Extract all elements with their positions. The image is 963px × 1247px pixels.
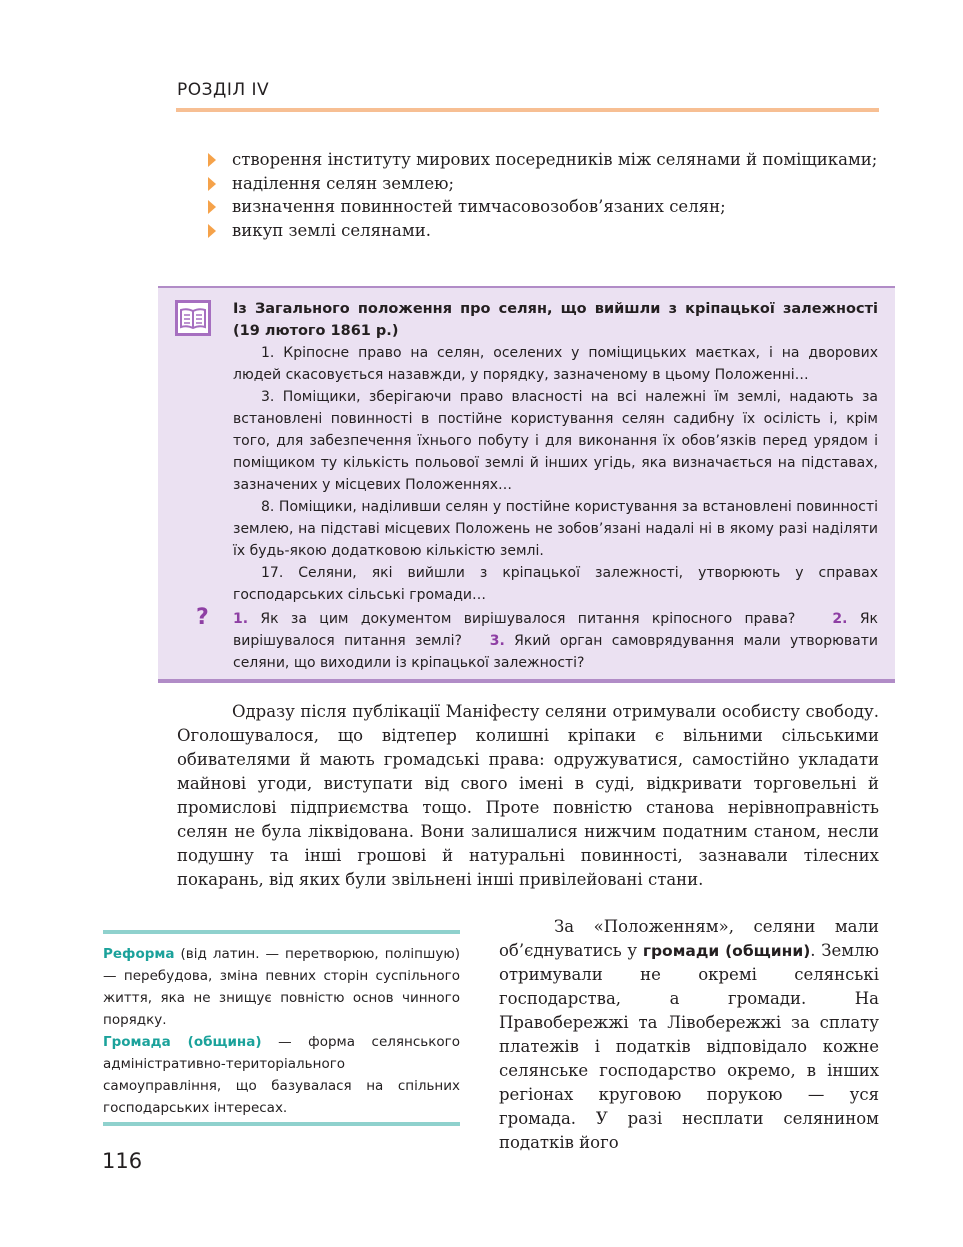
questions [233,608,878,674]
bullet-text: визначення повинностей тимчасовозобов’язаних селян; [232,197,726,216]
triangle-bullet-icon [208,200,216,214]
document-body [233,342,878,606]
question-number: 3. [489,633,505,649]
bullet-text: створення інституту мирових посередників між селянами й поміщиками; [232,150,878,169]
list-item [178,172,878,196]
question-text: Який орган самоврядування мали утворювати селяни, що виходили із кріпацької залежності? [233,633,878,671]
bullet-text: наділення селян землею; [232,173,455,193]
glossary-entry [103,943,460,1031]
right-column-text [499,915,879,1155]
triangle-bullet-icon [208,224,216,238]
bullet-list [178,148,878,242]
document-title: Із Загального положення про селян, що вийшли з кріпацької залежності (19 лютого 1861 р.) [233,301,878,339]
question-number: 2. [832,611,848,627]
text-fragment: За «Положенням», селяни мали об’єднуватись у [499,917,879,960]
question-text: Як вирішувалося питання землі? [233,611,878,649]
main-paragraph: Одразу після публікації Маніфесту селяни отримували особисту свободу. Оголошувалося, що відтепер колишні кріпаки є вільними сільськими обивателями й мають громадські права: одружуватися, самостійно укладати майнові угоди, виступати від свого імені в суді, відкривати торговельні й промислові підприємства тощо. Проте повністю станова нерівноправність селян не була ліквідована. Вони залишалися нижчим податним станом, несли подушну та інші грошові й натуральні повинності, зазнавали тілесних покарань, від яких були звільнені інші привілейовані стани. [177,702,879,889]
section-header: РОЗДІЛ IV [177,80,270,100]
book-icon [175,300,211,336]
list-item [178,148,878,172]
glossary-term: Громада (община) [103,1034,262,1050]
question-number: 1. [233,611,249,627]
bullet-text: викуп землі селянами. [232,220,431,240]
list-item [178,195,878,219]
glossary-box [103,930,460,1126]
list-item [178,219,878,243]
document-paragraph: 17. Селяни, які вийшли з кріпацької залежності, утворюють у справах господарських сільські громади… [233,565,878,603]
triangle-bullet-icon [208,177,216,191]
document-paragraph: 8. Поміщики, наділивши селян у постійне користування за встановлені повинності землею, на підставі місцевих Положень не зобов’язані надалі ні в якому разі наділяти їх будь-якою додатковою кількістю землі. [233,499,878,559]
document-paragraph: 1. Кріпосне право на селян, оселених у поміщицьких маєтках, і на дворових людей скасовується назавжди, у порядку, зазначеному в цьому Положенні… [233,345,878,383]
glossary-definition: — форма селянського адміністративно-територіального самоуправління, що базувалася на спільних господарських інтересах. [103,1034,460,1116]
document-paragraph: 3. Поміщики, зберігаючи право власності на всі належні їм землі, надають за встановлені повинності в постійне користування селян садибну їх осілість і, крім того, для забезпечення їхнього побуту і для виконання їх обов’язків перед урядом і поміщиком ту кількість польової землі й інших угідь, яка визначається на підставах, зазначених у місцевих Положеннях… [233,389,878,493]
glossary-term: Реформа [103,946,175,962]
page-number: 116 [102,1149,143,1173]
question-text: Як за цим документом вирішувалося питання кріпосного права? [260,611,796,627]
glossary-entry [103,1031,460,1119]
text-fragment: . Землю отримували не окремі селянські господарства, а громади. На Правобережжі та Лівобережжі за сплату платежів і податків відповідало кожне селянське господарство окремо, в інших регіонах круговою порукою — уся громада. У разі несплати селянином податків його [499,941,879,1152]
header-rule [176,108,879,112]
bold-term: громади (общини) [642,942,811,960]
document-excerpt-box [158,286,895,683]
question-icon: ? [196,605,209,630]
triangle-bullet-icon [208,153,216,167]
glossary-definition: (від латин. — перетворюю, поліпшую) — перебудова, зміна певних сторін суспільного життя, яка не знищує повністю основ чинного порядку. [103,946,460,1028]
